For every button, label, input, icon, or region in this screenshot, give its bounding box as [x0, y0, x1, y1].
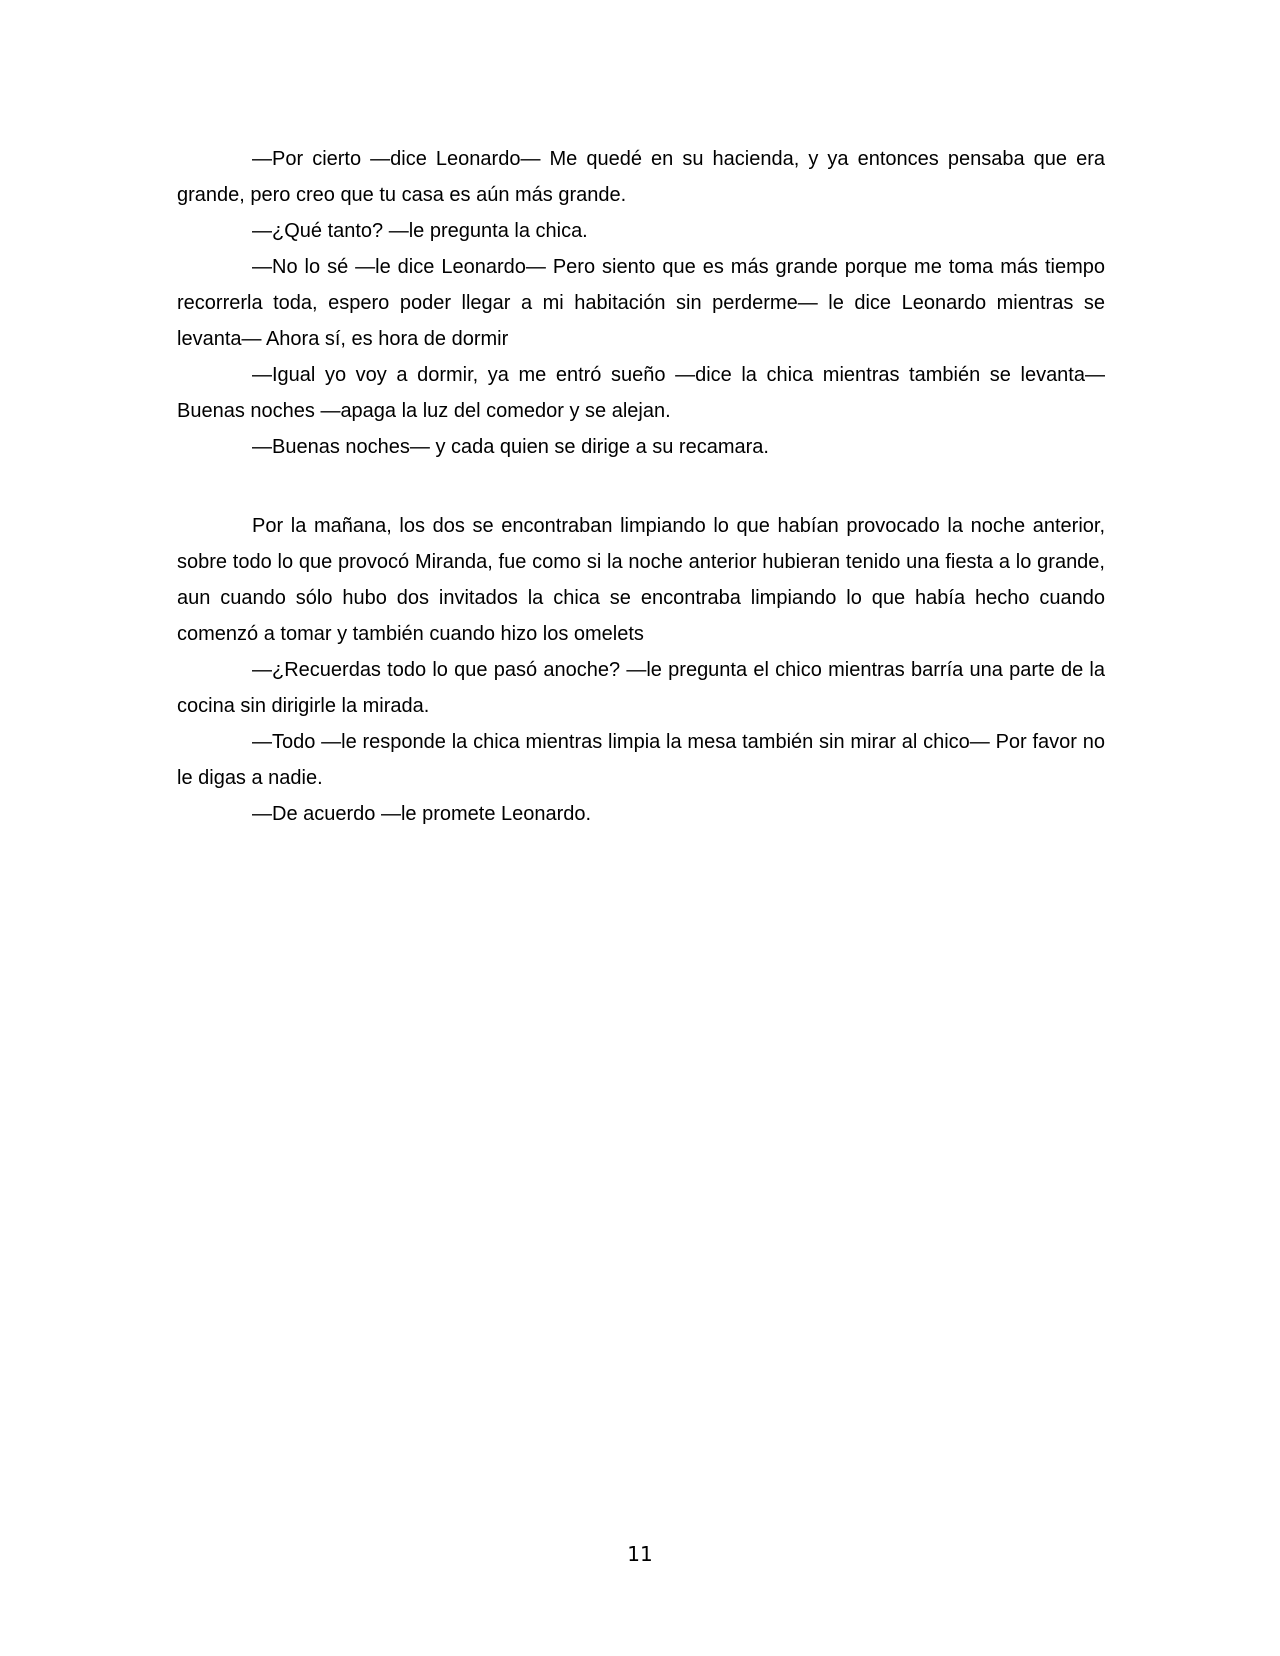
- paragraph: —Todo —le responde la chica mientras limpia la mesa también sin mirar al chico— Por favor no le digas a nadie.: [177, 731, 1105, 789]
- paragraph: —Igual yo voy a dormir, ya me entró sueño —dice la chica mientras también se levanta— Buenas noches —apaga la luz del comedor y se alejan.: [177, 364, 1105, 422]
- paragraph: —¿Qué tanto? —le pregunta la chica.: [252, 220, 588, 242]
- page-number: 11: [627, 1542, 653, 1566]
- text-section-2: [177, 508, 1105, 832]
- paragraph: —Buenas noches— y cada quien se dirige a su recamara.: [252, 436, 769, 458]
- paragraph: —No lo sé —le dice Leonardo— Pero siento que es más grande porque me toma más tiempo recorrerla toda, espero poder llegar a mi habitación sin perderme— le dice Leonardo mientras se levanta— Ahora sí, es hora de dormir: [177, 256, 1105, 350]
- paragraph: —De acuerdo —le promete Leonardo.: [252, 803, 592, 825]
- text-section-1: [177, 141, 1105, 465]
- paragraph: Por la mañana, los dos se encontraban limpiando lo que habían provocado la noche anterior, sobre todo lo que provocó Miranda, fue como si la noche anterior hubieran tenido una fiesta a lo grande, aun cuando sólo hubo dos invitados la chica se encontraba limpiando lo que había hecho cuando comenzó a tomar y también cuando hizo los omelets: [177, 515, 1105, 645]
- paragraph: —Por cierto —dice Leonardo— Me quedé en su hacienda, y ya entonces pensaba que era grande, pero creo que tu casa es aún más grande.: [177, 148, 1105, 206]
- paragraph: —¿Recuerdas todo lo que pasó anoche? —le pregunta el chico mientras barría una parte de la cocina sin dirigirle la mirada.: [177, 659, 1105, 717]
